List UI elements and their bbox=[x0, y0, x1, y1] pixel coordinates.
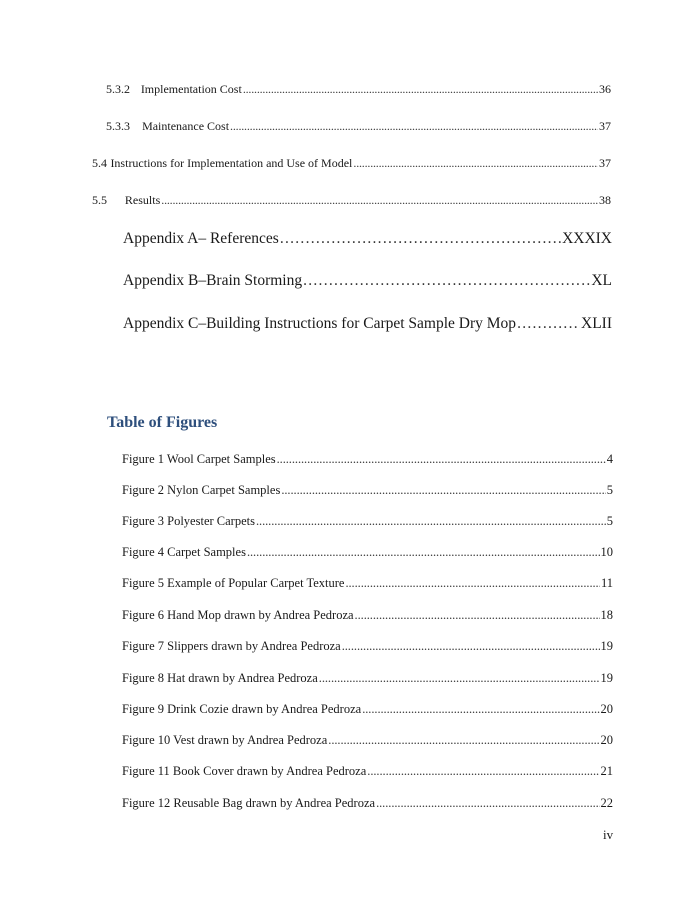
appendix-page: XXXIX bbox=[562, 230, 612, 247]
toc-entry[interactable] bbox=[106, 119, 611, 134]
dot-leader bbox=[243, 82, 598, 97]
figure-page: 10 bbox=[600, 545, 613, 559]
figure-title: Figure 12 Reusable Bag drawn by Andrea Pedroza bbox=[122, 796, 376, 810]
figure-entry[interactable] bbox=[122, 545, 613, 560]
dot-leader bbox=[362, 702, 599, 717]
dot-leader bbox=[280, 230, 561, 248]
figure-title: Figure 11 Book Cover drawn by Andrea Pedroza bbox=[122, 764, 367, 778]
dot-leader bbox=[355, 608, 600, 623]
toc-entry-title: Implementation Cost bbox=[140, 82, 242, 96]
figure-page: 18 bbox=[600, 608, 613, 622]
figure-title: Figure 1 Wool Carpet Samples bbox=[122, 452, 276, 466]
dot-leader bbox=[247, 545, 600, 560]
figure-page: 11 bbox=[600, 576, 613, 590]
dot-leader bbox=[517, 315, 580, 333]
figure-page: 19 bbox=[600, 639, 613, 653]
figure-page: 4 bbox=[606, 452, 613, 466]
figure-entry[interactable] bbox=[122, 702, 613, 717]
dot-leader bbox=[277, 452, 606, 467]
toc-entry-page: 37 bbox=[599, 119, 611, 133]
toc-entry-number: 5.4 bbox=[92, 156, 107, 170]
figure-entry[interactable] bbox=[122, 639, 613, 654]
toc-entry[interactable] bbox=[106, 82, 611, 97]
figure-title: Figure 2 Nylon Carpet Samples bbox=[122, 483, 281, 497]
toc-entry-title: Results bbox=[124, 193, 161, 207]
dot-leader bbox=[345, 576, 600, 591]
figure-entry[interactable] bbox=[122, 733, 613, 748]
figure-entry[interactable] bbox=[122, 764, 613, 779]
appendix-title: Appendix C–Building Instructions for Carpet Sample Dry Mop bbox=[123, 315, 517, 332]
dot-leader bbox=[342, 639, 600, 654]
figure-entry[interactable] bbox=[122, 671, 613, 686]
dot-leader bbox=[281, 483, 605, 498]
figure-title: Figure 4 Carpet Samples bbox=[122, 545, 246, 559]
toc-entry-title: Instructions for Implementation and Use of Model bbox=[110, 156, 353, 170]
toc-entry[interactable] bbox=[92, 156, 611, 171]
dot-leader bbox=[353, 156, 598, 171]
figure-page: 5 bbox=[606, 514, 613, 528]
figure-page: 5 bbox=[606, 483, 613, 497]
figure-entry[interactable] bbox=[122, 483, 613, 498]
dot-leader bbox=[319, 671, 600, 686]
appendix-entry[interactable] bbox=[123, 272, 612, 290]
figure-entry[interactable] bbox=[122, 576, 613, 591]
dot-leader bbox=[161, 193, 598, 208]
figure-entry[interactable] bbox=[122, 452, 613, 467]
toc-entry-title: Maintenance Cost bbox=[142, 119, 230, 133]
figure-page: 20 bbox=[600, 733, 613, 747]
figure-entry[interactable] bbox=[122, 514, 613, 529]
appendix-title: Appendix A– References bbox=[123, 230, 279, 247]
page-number: iv bbox=[603, 827, 614, 842]
appendix-page: XLII bbox=[581, 315, 612, 332]
toc-entry-number: 5.5 bbox=[92, 193, 107, 207]
dot-leader bbox=[376, 796, 599, 811]
figure-page: 21 bbox=[600, 764, 613, 778]
table-of-figures-heading: Table of Figures bbox=[107, 414, 218, 431]
figure-title: Figure 8 Hat drawn by Andrea Pedroza bbox=[122, 671, 318, 685]
figure-entry[interactable] bbox=[122, 608, 613, 623]
figure-title: Figure 10 Vest drawn by Andrea Pedroza bbox=[122, 733, 328, 747]
toc-entry-number: 5.3.2 bbox=[106, 82, 130, 96]
toc-entry[interactable] bbox=[92, 193, 611, 208]
figure-page: 20 bbox=[600, 702, 613, 716]
toc-entry-page: 37 bbox=[599, 156, 611, 170]
toc-entry-page: 38 bbox=[599, 193, 611, 207]
dot-leader bbox=[303, 272, 590, 290]
appendix-page: XL bbox=[591, 272, 612, 289]
figure-title: Figure 5 Example of Popular Carpet Texture bbox=[122, 576, 345, 590]
figure-page: 19 bbox=[600, 671, 613, 685]
figure-title: Figure 6 Hand Mop drawn by Andrea Pedroza bbox=[122, 608, 354, 622]
dot-leader bbox=[230, 119, 598, 134]
figure-entry[interactable] bbox=[122, 796, 613, 811]
dot-leader bbox=[367, 764, 599, 779]
figure-title: Figure 9 Drink Cozie drawn by Andrea Pedroza bbox=[122, 702, 362, 716]
appendix-entry[interactable] bbox=[123, 315, 612, 333]
toc-entry-page: 36 bbox=[599, 82, 611, 96]
figure-page: 22 bbox=[600, 796, 613, 810]
figure-title: Figure 7 Slippers drawn by Andrea Pedroza bbox=[122, 639, 341, 653]
dot-leader bbox=[256, 514, 606, 529]
figure-title: Figure 3 Polyester Carpets bbox=[122, 514, 255, 528]
appendix-entry[interactable] bbox=[123, 230, 612, 248]
toc-entry-number: 5.3.3 bbox=[106, 119, 130, 133]
appendix-title: Appendix B–Brain Storming bbox=[123, 272, 303, 289]
dot-leader bbox=[328, 733, 599, 748]
